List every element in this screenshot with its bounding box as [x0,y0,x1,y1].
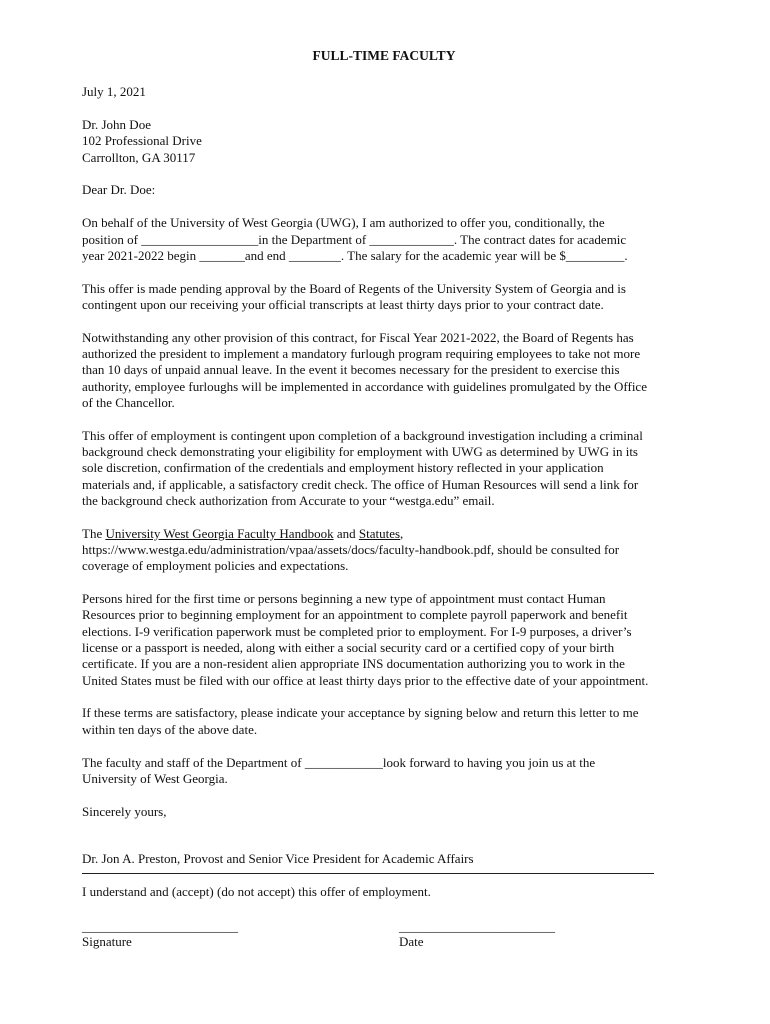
text-segment: and [333,525,359,541]
handbook-paragraph [82,526,682,575]
date-line[interactable]: ________________________ [399,919,555,934]
salutation: Dear Dr. Doe: [82,182,156,198]
welcome-paragraph [82,755,682,788]
text-segment: The [82,525,106,541]
text-line: This offer of employment is contingent upon completion of a background investigation including a criminal [82,427,643,443]
text-line [82,526,682,542]
text-line: coverage of employment policies and expectations. [82,558,349,574]
faculty-handbook-link[interactable]: University West Georgia Faculty Handbook [105,525,334,541]
text-line: within ten days of the above date. [82,721,258,737]
background-check-paragraph [82,428,682,509]
acceptance-instructions-paragraph [82,705,682,738]
text-segment: , [400,525,404,541]
text-line: This offer is made pending approval by the Board of Regents of the University System of Georgia and is [82,280,626,296]
text-line: authorized the president to implement a mandatory furlough program requiring employees to take not more [82,346,641,362]
signature-divider [82,873,654,874]
furlough-paragraph [82,330,682,411]
i9-paragraph [82,591,682,689]
text-line: If these terms are satisfactory, please indicate your acceptance by signing below and return this letter to me [82,705,639,721]
recipient-name: Dr. John Doe [82,117,151,133]
text-line: sole discretion, confirmation of the credentials and employment history reflected in your application [82,460,604,476]
recipient-address [82,117,682,166]
signature-label: Signature [82,934,132,949]
text-line: than 10 days of unpaid annual leave. In the event it becomes necessary for the president to exercise this [82,362,620,378]
acceptance-statement: I understand and (accept) (do not accept) this offer of employment. [82,884,431,899]
text-line: of the Chancellor. [82,394,175,410]
statutes-link[interactable]: Statutes [358,525,401,541]
text-line: certificate. If you are a non-resident alien appropriate INS documentation authorizing you to work in the [82,656,625,672]
text-line: position of __________________in the Department of _____________. The contract dates for academic [82,231,627,247]
closing: Sincerely yours, [82,803,167,819]
text-line: Persons hired for the first time or persons beginning a new type of appointment must contact Human [82,591,606,607]
text-line: background check demonstrating your eligibility for employment with UWG as determined by UWG in its [82,444,638,460]
signature-line[interactable]: ________________________ [82,919,238,934]
recipient-street: 102 Professional Drive [82,133,202,149]
text-line: the background check authorization from Accurate to your “westga.edu” email. [82,492,495,508]
text-line: elections. I-9 verification paperwork must be completed prior to employment. For I-9 purposes, a driver’s [82,623,632,639]
text-line: The faculty and staff of the Department of ____________look forward to having you join us at the [82,754,596,770]
letter-date: July 1, 2021 [82,84,146,100]
text-line: contingent upon our receiving your official transcripts at least thirty days prior to your contract date. [82,296,604,312]
approval-paragraph [82,281,682,314]
text-line: license or a passport is needed, along with either a social security card or a certified copy of your birth [82,640,615,656]
signer-name: Dr. Jon A. Preston, Provost and Senior Vice President for Academic Affairs [82,851,474,866]
recipient-city: Carrollton, GA 30117 [82,149,196,165]
text-line: Notwithstanding any other provision of this contract, for Fiscal Year 2021-2022, the Board of Regents has [82,329,634,345]
text-line: materials and, if applicable, a satisfactory credit check. The office of Human Resources will send a link for [82,476,639,492]
handbook-url: https://www.westga.edu/administration/vpaa/assets/docs/faculty-handbook.pdf, should be consulted for [82,542,620,558]
date-label: Date [399,934,424,949]
offer-paragraph [82,215,682,264]
letter-body [82,48,682,820]
letter-title: FULL-TIME FACULTY [312,48,456,63]
text-line: On behalf of the University of West Georgia (UWG), I am authorized to offer you, conditionally, the [82,215,605,231]
text-line: United States must be filed with our office at least thirty days prior to the effective date of your appointment. [82,672,649,688]
text-line: Resources prior to beginning employment for an appointment to complete payroll paperwork and benefit [82,607,628,623]
text-line: year 2021-2022 begin _______and end ________. The salary for the academic year will be $_________. [82,247,628,263]
text-line: authority, employee furloughs will be implemented in accordance with guidelines promulgated by the Office [82,378,647,394]
text-line: University of West Georgia. [82,770,228,786]
